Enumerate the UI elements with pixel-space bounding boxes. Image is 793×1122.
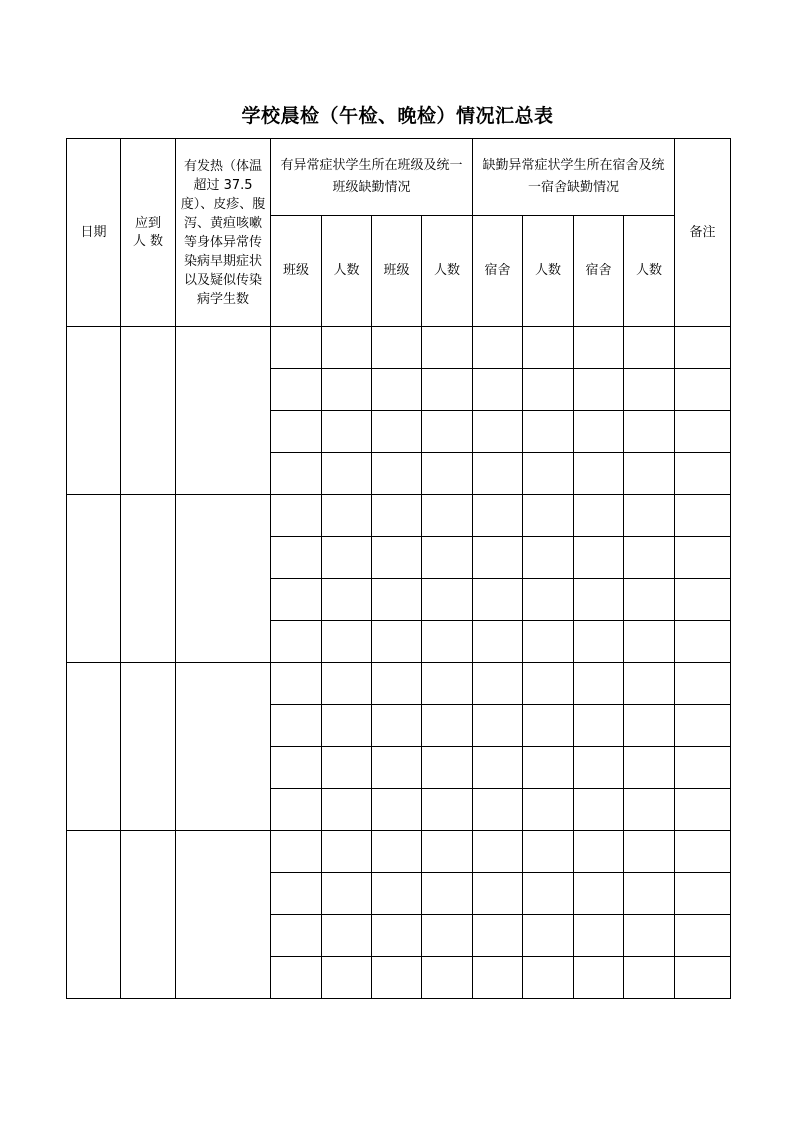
entry-cell[interactable] <box>271 873 322 915</box>
entry-cell[interactable] <box>523 411 574 453</box>
entry-cell[interactable] <box>473 495 523 537</box>
header-remarks: 备注 <box>675 139 731 327</box>
entry-cell[interactable] <box>422 915 473 957</box>
entry-cell[interactable] <box>422 537 473 579</box>
entry-cell[interactable] <box>523 537 574 579</box>
entry-cell[interactable] <box>322 411 372 453</box>
entry-cell[interactable] <box>473 327 523 369</box>
entry-cell[interactable] <box>523 915 574 957</box>
entry-cell[interactable] <box>624 453 675 495</box>
entry-cell[interactable] <box>624 495 675 537</box>
header-abnormal-symptoms: 有发热（体温超过 37.5 度）、皮疹、腹泻、黄疸咳嗽等身体异常传染病早期症状以及疑似传染病学生数 <box>176 139 271 327</box>
entry-cell[interactable] <box>473 537 523 579</box>
entry-cell[interactable] <box>624 873 675 915</box>
entry-cell[interactable] <box>574 915 624 957</box>
entry-cell[interactable] <box>372 411 422 453</box>
entry-cell[interactable] <box>624 327 675 369</box>
entry-cell[interactable] <box>523 495 574 537</box>
date-cell[interactable] <box>67 327 121 495</box>
entry-cell[interactable] <box>624 621 675 663</box>
remarks-cell[interactable] <box>675 495 731 537</box>
entry-cell[interactable] <box>271 495 322 537</box>
subheader-dorm: 宿舍 <box>574 216 624 327</box>
entry-cell[interactable] <box>422 327 473 369</box>
entry-cell[interactable] <box>372 789 422 831</box>
entry-cell[interactable] <box>422 579 473 621</box>
entry-cell[interactable] <box>574 369 624 411</box>
entry-cell[interactable] <box>372 873 422 915</box>
entry-cell[interactable] <box>322 831 372 873</box>
entry-cell[interactable] <box>422 957 473 999</box>
subheader-count: 人数 <box>624 216 675 327</box>
entry-cell[interactable] <box>523 747 574 789</box>
entry-cell[interactable] <box>473 705 523 747</box>
remarks-cell[interactable] <box>675 537 731 579</box>
entry-cell[interactable] <box>271 327 322 369</box>
header-expected-count <box>121 139 176 327</box>
entry-cell[interactable] <box>473 453 523 495</box>
remarks-cell[interactable] <box>675 621 731 663</box>
entry-cell[interactable] <box>624 579 675 621</box>
entry-cell[interactable] <box>574 831 624 873</box>
entry-cell[interactable] <box>523 831 574 873</box>
remarks-cell[interactable] <box>675 705 731 747</box>
remarks-cell[interactable] <box>675 957 731 999</box>
date-cell[interactable] <box>67 495 121 663</box>
expected-count-cell[interactable] <box>121 327 176 495</box>
entry-cell[interactable] <box>523 663 574 705</box>
entry-cell[interactable] <box>271 831 322 873</box>
entry-cell[interactable] <box>574 705 624 747</box>
entry-cell[interactable] <box>372 705 422 747</box>
entry-cell[interactable] <box>523 621 574 663</box>
entry-cell[interactable] <box>372 915 422 957</box>
page-title: 学校晨检（午检、晚检）情况汇总表 <box>241 105 554 127</box>
entry-cell[interactable] <box>523 327 574 369</box>
entry-cell[interactable] <box>473 747 523 789</box>
entry-cell[interactable] <box>322 327 372 369</box>
entry-cell[interactable] <box>322 621 372 663</box>
remarks-cell[interactable] <box>675 369 731 411</box>
header-expected-line1: 应到 <box>134 215 161 231</box>
entry-cell[interactable] <box>271 789 322 831</box>
entry-cell[interactable] <box>322 705 372 747</box>
header-date: 日期 <box>67 139 121 327</box>
date-cell[interactable] <box>67 663 121 831</box>
entry-cell[interactable] <box>372 579 422 621</box>
entry-cell[interactable] <box>624 789 675 831</box>
entry-cell[interactable] <box>523 789 574 831</box>
entry-cell[interactable] <box>473 789 523 831</box>
header-dorm-absence-group: 缺勤异常症状学生所在宿舍及统一宿舍缺勤情况 <box>473 139 675 216</box>
entry-cell[interactable] <box>271 579 322 621</box>
remarks-cell[interactable] <box>675 831 731 873</box>
entry-cell[interactable] <box>624 747 675 789</box>
subheader-count: 人数 <box>322 216 372 327</box>
entry-cell[interactable] <box>574 621 624 663</box>
entry-cell[interactable] <box>574 327 624 369</box>
entry-cell[interactable] <box>322 957 372 999</box>
table-row <box>67 831 731 873</box>
entry-cell[interactable] <box>322 579 372 621</box>
remarks-cell[interactable] <box>675 579 731 621</box>
entry-cell[interactable] <box>574 789 624 831</box>
table-row <box>67 327 731 369</box>
entry-cell[interactable] <box>473 621 523 663</box>
entry-cell[interactable] <box>473 831 523 873</box>
subheader-count: 人数 <box>422 216 473 327</box>
entry-cell[interactable] <box>422 789 473 831</box>
entry-cell[interactable] <box>422 747 473 789</box>
entry-cell[interactable] <box>624 663 675 705</box>
entry-cell[interactable] <box>574 579 624 621</box>
entry-cell[interactable] <box>523 453 574 495</box>
entry-cell[interactable] <box>523 369 574 411</box>
entry-cell[interactable] <box>574 411 624 453</box>
entry-cell[interactable] <box>422 873 473 915</box>
entry-cell[interactable] <box>473 915 523 957</box>
entry-cell[interactable] <box>322 789 372 831</box>
entry-cell[interactable] <box>574 873 624 915</box>
header-row-1 <box>67 139 731 216</box>
entry-cell[interactable] <box>322 537 372 579</box>
entry-cell[interactable] <box>271 663 322 705</box>
entry-cell[interactable] <box>322 369 372 411</box>
entry-cell[interactable] <box>372 831 422 873</box>
entry-cell[interactable] <box>422 495 473 537</box>
entry-cell[interactable] <box>624 411 675 453</box>
remarks-cell[interactable] <box>675 327 731 369</box>
remarks-cell[interactable] <box>675 789 731 831</box>
entry-cell[interactable] <box>473 873 523 915</box>
expected-count-cell[interactable] <box>121 831 176 999</box>
abnormal-count-cell[interactable] <box>176 831 271 999</box>
entry-cell[interactable] <box>422 621 473 663</box>
entry-cell[interactable] <box>624 369 675 411</box>
entry-cell[interactable] <box>422 663 473 705</box>
entry-cell[interactable] <box>322 495 372 537</box>
entry-cell[interactable] <box>624 537 675 579</box>
entry-cell[interactable] <box>322 873 372 915</box>
entry-cell[interactable] <box>422 705 473 747</box>
table-row <box>67 495 731 537</box>
entry-cell[interactable] <box>574 747 624 789</box>
table-body <box>67 327 731 999</box>
entry-cell[interactable] <box>372 327 422 369</box>
entry-cell[interactable] <box>422 369 473 411</box>
entry-cell[interactable] <box>271 621 322 663</box>
entry-cell[interactable] <box>473 579 523 621</box>
entry-cell[interactable] <box>372 663 422 705</box>
entry-cell[interactable] <box>372 747 422 789</box>
entry-cell[interactable] <box>271 369 322 411</box>
entry-cell[interactable] <box>372 495 422 537</box>
entry-cell[interactable] <box>271 705 322 747</box>
entry-cell[interactable] <box>523 873 574 915</box>
entry-cell[interactable] <box>322 663 372 705</box>
entry-cell[interactable] <box>372 537 422 579</box>
remarks-cell[interactable] <box>675 747 731 789</box>
subheader-class: 班级 <box>372 216 422 327</box>
remarks-cell[interactable] <box>675 915 731 957</box>
entry-cell[interactable] <box>574 495 624 537</box>
entry-cell[interactable] <box>624 831 675 873</box>
entry-cell[interactable] <box>271 957 322 999</box>
entry-cell[interactable] <box>523 579 574 621</box>
table-row <box>67 663 731 705</box>
entry-cell[interactable] <box>473 957 523 999</box>
entry-cell[interactable] <box>624 915 675 957</box>
entry-cell[interactable] <box>422 453 473 495</box>
entry-cell[interactable] <box>422 411 473 453</box>
entry-cell[interactable] <box>473 411 523 453</box>
entry-cell[interactable] <box>624 957 675 999</box>
entry-cell[interactable] <box>372 957 422 999</box>
remarks-cell[interactable] <box>675 873 731 915</box>
subheader-count: 人数 <box>523 216 574 327</box>
expected-count-cell[interactable] <box>121 663 176 831</box>
subheader-dorm: 宿舍 <box>473 216 523 327</box>
entry-cell[interactable] <box>574 453 624 495</box>
entry-cell[interactable] <box>372 453 422 495</box>
header-expected-line2: 人 数 <box>132 233 164 249</box>
entry-cell[interactable] <box>473 369 523 411</box>
entry-cell[interactable] <box>322 747 372 789</box>
entry-cell[interactable] <box>271 537 322 579</box>
entry-cell[interactable] <box>574 537 624 579</box>
entry-cell[interactable] <box>271 453 322 495</box>
entry-cell[interactable] <box>422 831 473 873</box>
entry-cell[interactable] <box>271 915 322 957</box>
entry-cell[interactable] <box>322 915 372 957</box>
entry-cell[interactable] <box>271 747 322 789</box>
abnormal-count-cell[interactable] <box>176 495 271 663</box>
subheader-class: 班级 <box>271 216 322 327</box>
summary-table <box>66 138 731 999</box>
date-cell[interactable] <box>67 831 121 999</box>
entry-cell[interactable] <box>372 369 422 411</box>
entry-cell[interactable] <box>271 411 322 453</box>
entry-cell[interactable] <box>574 663 624 705</box>
entry-cell[interactable] <box>372 621 422 663</box>
entry-cell[interactable] <box>473 663 523 705</box>
expected-count-cell[interactable] <box>121 495 176 663</box>
abnormal-count-cell[interactable] <box>176 663 271 831</box>
entry-cell[interactable] <box>523 705 574 747</box>
remarks-cell[interactable] <box>675 663 731 705</box>
entry-cell[interactable] <box>322 453 372 495</box>
entry-cell[interactable] <box>574 957 624 999</box>
entry-cell[interactable] <box>624 705 675 747</box>
header-class-absence-group: 有异常症状学生所在班级及统一班级缺勤情况 <box>271 139 473 216</box>
abnormal-count-cell[interactable] <box>176 327 271 495</box>
remarks-cell[interactable] <box>675 453 731 495</box>
remarks-cell[interactable] <box>675 411 731 453</box>
entry-cell[interactable] <box>523 957 574 999</box>
